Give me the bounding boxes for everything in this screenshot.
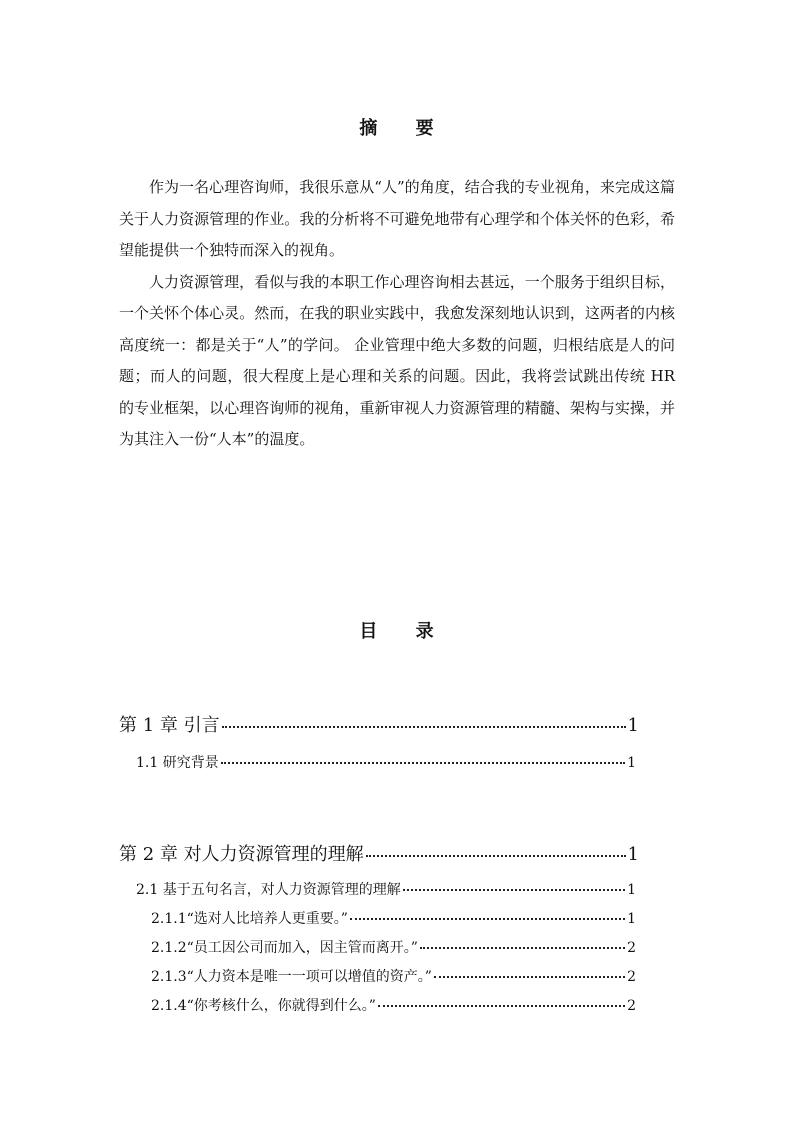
toc-entry-page: 2 bbox=[627, 940, 636, 956]
toc-entry-section-2-1-4[interactable] bbox=[151, 995, 636, 1015]
toc-leader-dots bbox=[420, 947, 625, 949]
toc-entry-label: 第 1 章 引言 bbox=[119, 715, 220, 736]
abstract-paragraph-1: 作为一名心理咨询师，我很乐意从“人”的角度，结合我的专业视角，来完成这篇关于人力资源管理的作业。我的分析将不可避免地带有心理学和个体关怀的色彩，希望能提供一个独特而深入的视角。 bbox=[119, 178, 675, 259]
toc-entry-label: 2.1.4“你考核什么，你就得到什么。” bbox=[151, 998, 376, 1014]
toc-leader-dots bbox=[221, 762, 625, 764]
toc-entry-section-2-1-2[interactable] bbox=[151, 937, 636, 957]
toc-entry-label: 2.1.2“员工因公司而加入，因主管而离开。” bbox=[151, 940, 418, 956]
toc-entry-chapter-2[interactable] bbox=[119, 840, 639, 866]
toc-entry-label: 1.1 研究背景 bbox=[136, 755, 219, 771]
toc-entry-page: 1 bbox=[627, 755, 636, 771]
toc-leader-dots bbox=[403, 889, 625, 891]
toc-entry-page: 1 bbox=[627, 911, 636, 927]
toc-entry-section-2-1[interactable] bbox=[136, 879, 636, 899]
toc-title: 目 录 bbox=[359, 621, 450, 642]
toc-leader-dots bbox=[378, 1005, 625, 1007]
toc-leader-dots bbox=[350, 918, 625, 920]
toc-entry-page: 1 bbox=[627, 882, 636, 898]
toc-entry-page: 1 bbox=[627, 844, 639, 865]
toc-entry-page: 2 bbox=[627, 969, 636, 985]
toc-entry-section-1-1[interactable] bbox=[136, 752, 636, 772]
toc-entry-section-2-1-1[interactable] bbox=[151, 908, 636, 928]
toc-entry-page: 1 bbox=[627, 715, 639, 736]
toc-entry-label: 2.1.1“选对人比培养人更重要。” bbox=[151, 911, 348, 927]
toc-leader-dots bbox=[366, 855, 626, 857]
toc-entry-page: 2 bbox=[627, 998, 636, 1014]
abstract-body bbox=[119, 172, 675, 456]
abstract-title: 摘 要 bbox=[359, 118, 450, 139]
toc-entry-label: 2.1 基于五句名言，对人力资源管理的理解 bbox=[136, 882, 401, 898]
toc-entry-label: 第 2 章 对人力资源管理的理解 bbox=[119, 844, 364, 865]
toc-leader-dots bbox=[434, 976, 625, 978]
toc-entry-section-2-1-3[interactable] bbox=[151, 966, 636, 986]
toc-entry-label: 2.1.3“人力资本是唯一一项可以增值的资产。” bbox=[151, 969, 432, 985]
toc-leader-dots bbox=[222, 726, 626, 728]
toc-entry-chapter-1[interactable] bbox=[119, 711, 639, 737]
abstract-paragraph-2: 人力资源管理，看似与我的本职工作心理咨询相去甚远，一个服务于组织目标，一个关怀个体心灵。然而，在我的职业实践中，我愈发深刻地认识到，这两者的内核高度统一：都是关于“人”的学问。 企业管理中绝大多数的问题，归根结底是人的问题；而人的问题，很大程度上是心理和关系的问题。因此，我将尝试跳出传统 HR 的专业框架，以心理咨询师的视角，重新审视人力资源管理的精髓、架构与实操，并为其注入一份“人本”的温度。 bbox=[119, 272, 675, 448]
